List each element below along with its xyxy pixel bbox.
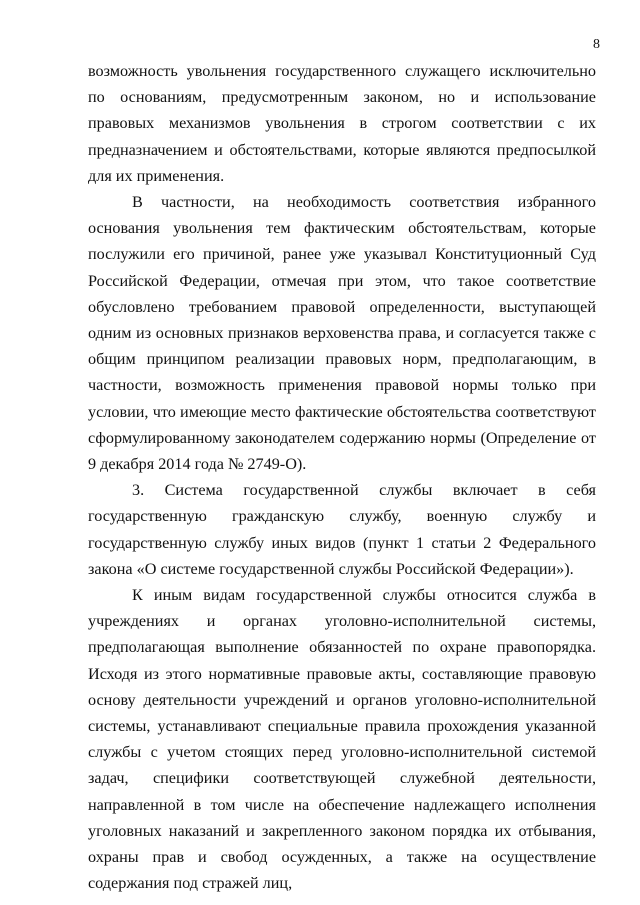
paragraph: К иным видам государственной службы относится служба в учреждениях и органах уголовно-исполнительной системы, предполагающая выполнение обязанностей по охране правопорядка. Исходя из этого нормативные правовые акты, составляющие правовую основу деятельности учреждений и органов уголовно-исполнительной системы, устанавливают специальные правила прохождения указанной службы с учетом стоящих перед уголовно-исполнительной системой задач, специфики соответствующей служебной деятельности, направленной в том числе на обеспечение надлежащего исполнения уголовных наказаний и закрепленного законом порядка их отбывания, охраны прав и свобод осужденных, а также на осуществление содержания под стражей лиц, <box>88 586 596 893</box>
paragraph: 3. Система государственной службы включает в себя государственную гражданскую службу, военную службу и государственную службу иных видов (пункт 1 статьи 2 Федерального закона «О системе государственной службы Российской Федерации»). <box>88 481 596 578</box>
page-number: 8 <box>593 37 600 52</box>
paragraph-continuation: возможность увольнения государственного служащего исключительно по основаниям, предусмотренным законом, но и использование правовых механизмов увольнения в строгом соответствии с их предназначением и обстоятельствами, которые являются предпосылкой для их применения. <box>88 62 596 185</box>
paragraph: В частности, на необходимость соответствия избранного основания увольнения тем фактическим обстоятельствам, которые послужили его причиной, ранее уже указывал Конституционный Суд Российской Федерации, отмечая при этом, что такое соответствие обусловлено требованием правовой определенности, выступающей одним из основных признаков верховенства права, и согласуется также с общим принципом реализации правовых норм, предполагающим, в частности, возможность применения правовой нормы только при условии, что имеющие место фактические обстоятельства соответствуют сформулированному законодателем содержанию нормы (Определение от 9 декабря 2014 года № 2749-О). <box>88 193 596 474</box>
document-body <box>88 58 596 897</box>
